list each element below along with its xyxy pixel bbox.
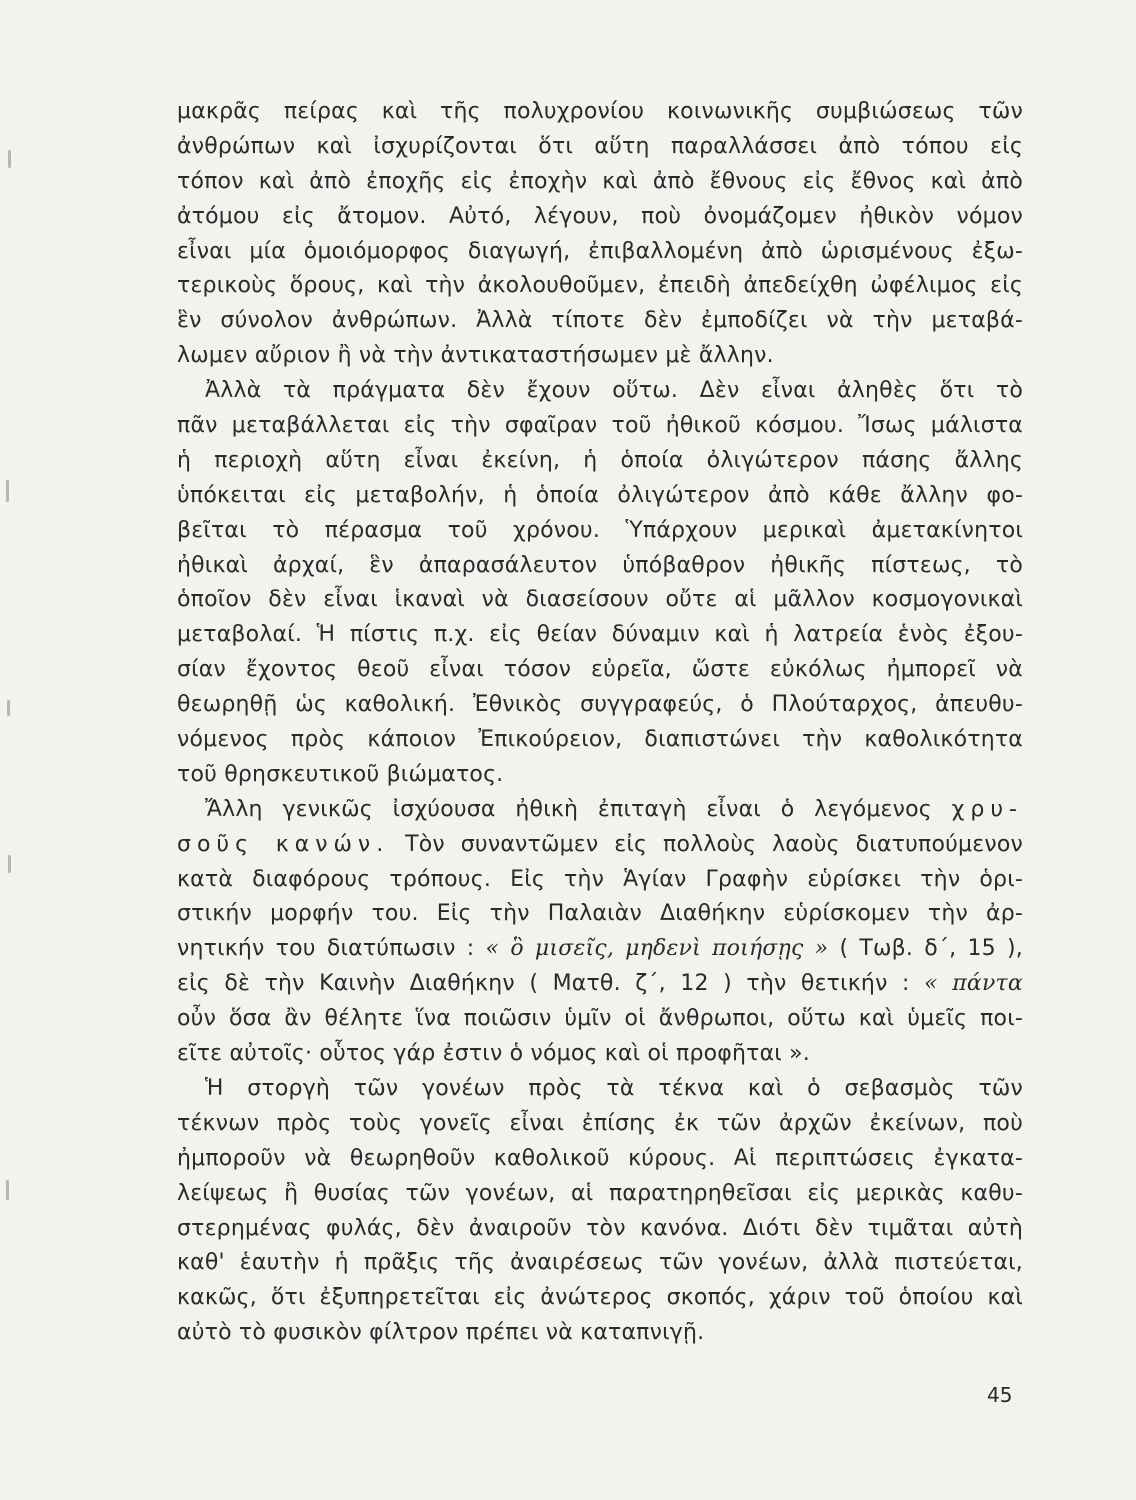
text-line: ἠμποροῦν νὰ θεωρηθοῦν καθολικοῦ κύρους. Αἱ περιπτώσεις ἐγκατα- [177,1145,1023,1171]
text-segment: Τὸν συναντῶμεν εἰς πολλοὺς λαοὺς διατυπούμενον [405,831,1023,857]
binding-mark [8,855,11,873]
binding-mark [8,150,11,168]
citation: ( Τωβ. δ΄, 15 ), [839,936,1023,962]
text-line: Ἡ στοργὴ τῶν γονέων πρὸς τὰ τέκνα καὶ ὁ σεβασμὸς τῶν [205,1075,1023,1101]
spaced-term: σοῦς κανών. [177,831,390,857]
text-line: στερημένας φυλάς, δὲν ἀναιροῦν τὸν κανόνα. Διότι δὲν τιμᾶται αὐτὴ [177,1215,1023,1241]
text-line: τερικοὺς ὅρους, καὶ τὴν ἀκολουθοῦμεν, ἐπειδὴ ἀπεδείχθη ὠφέλιμος εἰς [177,273,1023,299]
text-line: εἶναι μία ὁμοιόμορφος διαγωγή, ἐπιβαλλομένη ἀπὸ ὡρισμένους ἐξω- [177,238,1023,264]
text-line: ἀτόμου εἰς ἄτομον. Αὐτό, λέγουν, ποὺ ὀνομάζομεν ἠθικὸν νόμον [177,203,1023,229]
text-line: τόπον καὶ ἀπὸ ἐποχῆς εἰς ἐποχὴν καὶ ἀπὸ ἔθνους εἰς ἔθνος καὶ ἀπὸ [177,168,1023,194]
text-line: κατὰ διαφόρους τρόπους. Εἰς τὴν Ἁγίαν Γραφὴν εὑρίσκει τὴν ὁρι- [177,866,1023,892]
binding-mark [7,700,10,716]
text-line: Ἀλλὰ τὰ πράγματα δὲν ἔχουν οὕτω. Δὲν εἶναι ἀληθὲς ὅτι τὸ [205,378,1023,404]
text-line: τέκνων πρὸς τοὺς γονεῖς εἶναι ἐπίσης ἐκ τῶν ἀρχῶν ἐκείνων, ποὺ [177,1110,1023,1136]
text-line [177,828,1023,863]
text-line: μακρᾶς πείρας καὶ τῆς πολυχρονίου κοινωνικῆς συμβιώσεως τῶν [177,99,1023,124]
text-line: αὐτὸ τὸ φυσικὸν φίλτρον πρέπει νὰ καταπνιγῇ. [177,1320,705,1346]
text-line: ὁποῖον δὲν εἶναι ἱκαναὶ νὰ διασείσουν οὔτε αἱ μᾶλλον κοσμογονικαὶ [177,587,1023,613]
text-segment: νητικήν του διατύπωσιν : [177,936,475,962]
text-line: ἓν σύνολον ἀνθρώπων. Ἀλλὰ τίποτε δὲν ἐμποδίζει νὰ τὴν μεταβά- [177,308,1023,334]
text-line [177,932,1023,967]
text-line: στικήν μορφήν του. Εἰς τὴν Παλαιὰν Διαθήκην εὑρίσκομεν τὴν ἀρ- [177,901,1023,927]
text-line: ὑπόκειται εἰς μεταβολήν, ἡ ὁποία ὀλιγώτερον ἀπὸ κάθε ἄλλην φο- [177,482,1023,508]
text-line: ἡ περιοχὴ αὕτη εἶναι ἐκείνη, ἡ ὁποία ὀλιγώτερον πάσης ἄλλης [177,447,1023,473]
text-line: κακῶς, ὅτι ἐξυπηρετεῖται εἰς ἀνώτερος σκοπός, χάριν τοῦ ὁποίου καὶ [177,1285,1023,1311]
text-segment: Ἄλλη γενικῶς ἰσχύουσα ἠθικὴ ἐπιταγὴ εἶναι ὁ λεγόμενος [205,796,932,822]
text-line: τοῦ θρησκευτικοῦ βιώματος. [177,761,504,787]
text-line: βεῖται τὸ πέρασμα τοῦ χρόνου. Ὑπάρχουν μερικαὶ ἀμετακίνητοι [177,517,1023,543]
binding-mark [6,1180,9,1200]
page-text [177,95,1023,1351]
text-line: πᾶν μεταβάλλεται εἰς τὴν σφαῖραν τοῦ ἠθικοῦ κόσμου. Ἴσως μάλιστα [177,413,1023,439]
quotation-line: οὖν ὅσα ἂν θέλητε ἵνα ποιῶσιν ὑμῖν οἱ ἄνθρωποι, οὕτω καὶ ὑμεῖς ποι- [177,1006,1023,1032]
text-line: σίαν ἔχοντος θεοῦ εἶναι τόσον εὐρεῖα, ὥστε εὐκόλως ἠμπορεῖ νὰ [177,657,1023,683]
binding-mark [6,480,9,502]
text-line [177,793,1023,828]
text-line: καθ' ἑαυτὴν ἡ πρᾶξις τῆς ἀναιρέσεως τῶν γονέων, ἀλλὰ πιστεύεται, [177,1250,1023,1276]
text-line [177,967,1023,1002]
text-line: μεταβολαί. Ἡ πίστις π.χ. εἰς θείαν δύναμιν καὶ ἡ λατρεία ἑνὸς ἐξου- [177,622,1023,648]
quotation-line: εῖτε αὐτοῖς· οὗτος γάρ ἐστιν ὁ νόμος καὶ οἱ προφῆται ». [177,1041,810,1067]
quotation: « ὃ μισεῖς, μηδενὶ ποιήσῃς » [485,936,829,962]
text-line: νόμενος πρὸς κάποιον Ἐπικούρειον, διαπιστώνει τὴν καθολικότητα [177,727,1023,753]
page-number: 45 [987,1383,1013,1407]
text-segment: εἰς δὲ τὴν Καινὴν Διαθήκην ( Ματθ. ζ΄, 12 ) τὴν θετικήν : [177,971,910,997]
quotation: « πάντα [924,971,1023,997]
spaced-term: χρυ- [951,796,1023,822]
text-line: ἠθικαὶ ἀρχαί, ἓν ἀπαρασάλευτον ὑπόβαθρον ἠθικῆς πίστεως, τὸ [177,552,1023,578]
text-line: λείψεως ἢ θυσίας τῶν γονέων, αἱ παρατηρηθεῖσαι εἰς μερικὰς καθυ- [177,1180,1023,1206]
text-line: ἀνθρώπων καὶ ἰσχυρίζονται ὅτι αὕτη παραλλάσσει ἀπὸ τόπου εἰς [177,133,1023,159]
text-line: λωμεν αὔριον ἢ νὰ τὴν ἀντικαταστήσωμεν μὲ ἄλλην. [177,343,774,369]
text-line: θεωρηθῇ ὡς καθολική. Ἐθνικὸς συγγραφεύς, ὁ Πλούταρχος, ἀπευθυ- [177,692,1023,718]
